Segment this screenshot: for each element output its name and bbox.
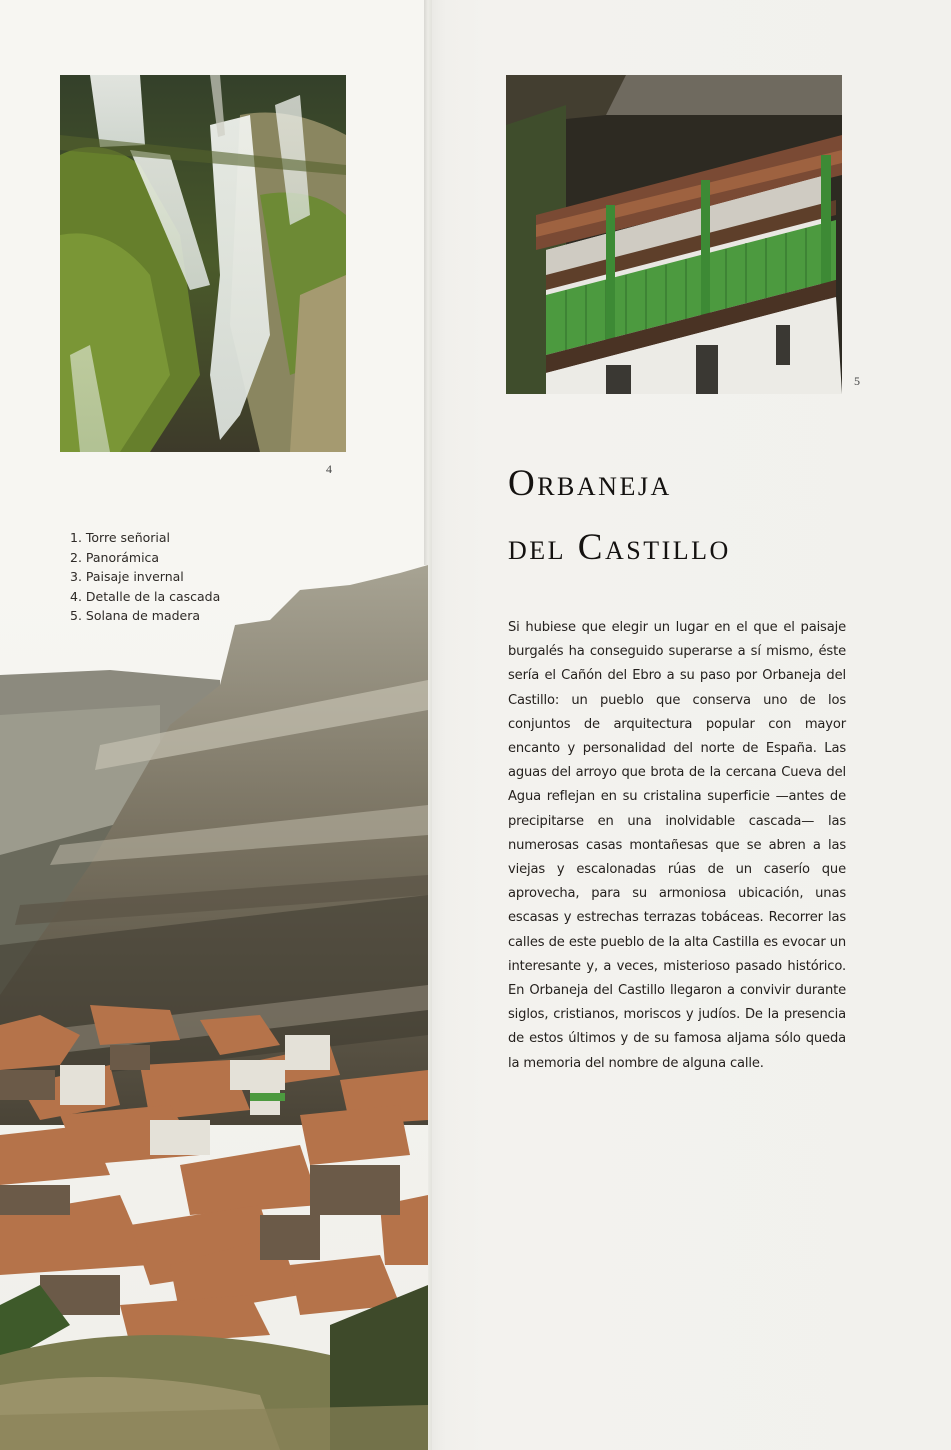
title-line-2: del Castillo [508,527,731,568]
panorama-photo [0,565,428,1450]
caption-item: 5. Solana de madera [70,608,201,624]
article-title [508,452,731,580]
balcony-photo [506,75,842,394]
caption-item: 4. Detalle de la cascada [70,588,221,604]
photo-captions [70,528,220,626]
caption-item: 3. Paisaje invernal [70,569,184,585]
waterfall-photo [60,75,346,452]
page-number-right: 5 [854,374,860,388]
article-body: Si hubiese que elegir un lugar en el que el paisaje burgalés ha conseguido superarse a sí mismo, éste sería el Cañón del Ebro a su paso por Orbaneja del Castillo: un pueblo que conserva uno de los conjuntos de arquitectura popular con mayor encanto y personalidad del norte de España. Las aguas del arroyo que brota de la cercana Cueva del Agua reflejan en su cristalina superficie —antes de precipitarse en una inolvidable cascada— las numerosas casas montañesas que se abren a las viejas y escalonadas rúas de un caserío que aprovecha, para su armoniosa ubicación, unas escasas y estrechas terrazas tobáceas. Recorrer las calles de este pueblo de la alta Castilla es evocar un interesante y, a veces, misterioso pasado histórico. En Orbaneja del Castillo llegaron a convivir durante siglos, cristianos, moriscos y judíos. De la presencia de estos últimos y de su famosa aljama sólo queda la memoria del nombre de alguna calle. [508,620,846,1071]
caption-item: 2. Panorámica [70,549,160,565]
title-line-1: Orbaneja [508,463,672,504]
caption-item: 1. Torre señorial [70,530,171,545]
page-number-left: 4 [326,462,332,476]
